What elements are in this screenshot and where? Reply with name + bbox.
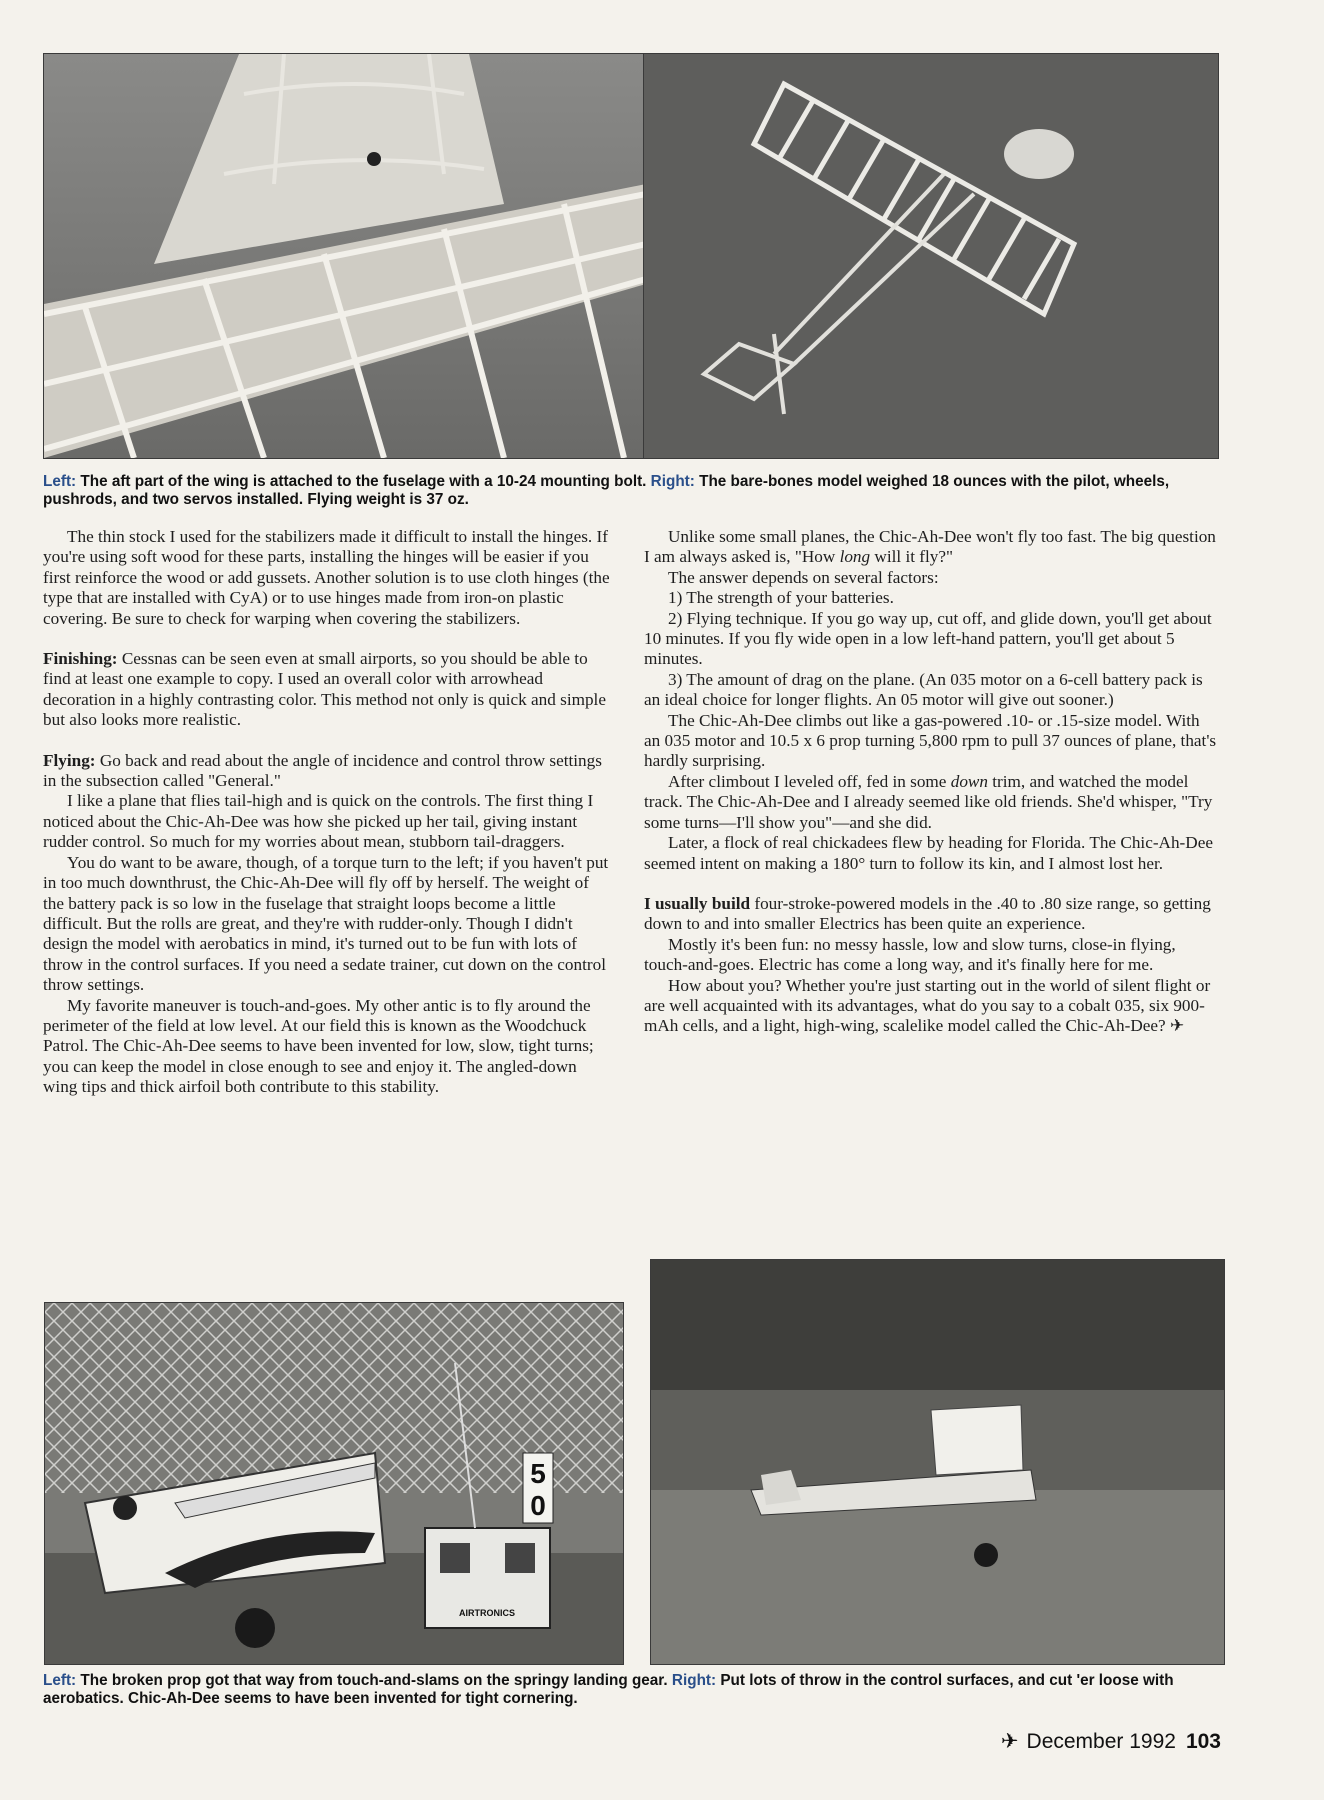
caption-right-label: Right: [650,473,695,490]
climbout-emphasis: down [950,771,988,791]
caption-right-text: Put lots of throw in the control surfaces, and cut 'er loose with aerobatics. Chic-Ah-Dee seems to have been invented for tight cornering. [43,1672,1174,1707]
paragraph-factors: The answer depends on several factors: [668,567,939,587]
paragraph-factor-1: 1) The strength of your batteries. [668,588,894,608]
left-text-column [43,527,613,1098]
model-in-flight-image [651,1260,1224,1664]
how-long-text-1: Unlike some small planes, the Chic-Ah-Dee won't fly too fast. The big question I am always asked is, "How [644,527,1216,567]
caption-left-label: Left: [43,473,77,490]
caption-left-text: The aft part of the wing is attached to the fuselage with a 10-24 mounting bolt. [76,473,651,490]
paragraph-climbout [644,772,1219,833]
paragraph-tail-high: I like a plane that flies tail-high and is quick on the controls. The first thing I noticed about the Chic-Ah-Dee was how she picked up her tail, giving instant rudder control. So much for my worries about mean, stubborn tail-draggers. [43,791,594,852]
photo-model-with-transmitter [44,1302,624,1665]
photo-wing-structure [43,53,647,459]
page-number: 103 [1185,1730,1221,1753]
caption-right-label: Right: [671,1672,717,1689]
paragraph-factor-3: 3) The amount of drag on the plane. (An 035 motor on a 6-cell battery pack is an ideal choice for longer flights. An 05 motor will give out sooner.) [644,669,1203,710]
photo-bare-bones-model [643,53,1219,459]
paragraph-chickadees: Later, a flock of real chickadees flew by heading for Florida. The Chic-Ah-Dee seemed intent on making a 180° turn to follow its kin, and I almost lost her. [644,833,1213,873]
paragraph-climbs-out: The Chic-Ah-Dee climbs out like a gas-powered .10- or .15-size model. With an 035 motor and 10.5 x 6 prop turning 5,800 rpm to pull 37 ounces of plane, that's hardly surprising. [644,710,1217,771]
caption-left-text: The broken prop got that way from touch-and-slams on the springy landing gear. [76,1672,672,1689]
usually-build-text: four-stroke-powered models in the .40 to .80 size range, so getting down to and into smaller Electrics has been quite an experience. [644,893,1211,934]
paragraph-favorite-maneuver: My favorite maneuver is touch-and-goes. My other antic is to fly around the perimeter of the field at low level. At our field this is known as the Woodchuck Patrol. The Chic-Ah-Dee seems to have been invented for low, slow, tight turns; you can keep the model in close enough to see and enjoy it. The angled-down wing tips and thick airfoil both contribute to this stability. [43,995,594,1097]
photo-model-in-flight [650,1259,1225,1665]
wing-structure-image [44,54,646,458]
heading-usually-build: I usually build [644,893,751,913]
transmitter-brand-label: AIRTRONICS [459,1608,515,1618]
bottom-photo-caption [43,1672,1223,1708]
paragraph-how-long [644,527,1219,568]
how-about-you-text: How about you? Whether you're just starting out in the world of silent flight or are well acquainted with its advantages, what do you say to a cobalt 035, six 900-mAh cells, and a light, high-wing, scalelike model called the Chic-Ah-Dee? [644,975,1211,1036]
heading-flying: Flying: [43,750,96,770]
sign-number-bottom: 0 [530,1490,546,1521]
flying-text: Go back and read about the angle of incidence and control throw settings in the subsection called "General." [43,750,602,791]
page-footer [1001,1729,1221,1754]
paragraph-finishing [43,649,613,731]
caption-left-label: Left: [43,1672,77,1689]
paragraph-stabilizers: The thin stock I used for the stabilizers made it difficult to install the hinges. If you're using soft wood for these parts, installing the hinges will be easier if you first reinforce the wood or add gussets. Another solution is to use cloth hinges (the type that are installed with CyA) or to use hinges made from iron-on plastic covering. Be sure to check for warping when covering the stabilizers. [43,527,610,628]
model-with-transmitter-image [45,1303,623,1664]
paragraph-usually-build [644,894,1219,935]
airplane-icon: ✈ [1000,1730,1019,1753]
right-text-column [644,527,1219,1037]
climbout-text-1: After climbout I leveled off, fed in some [668,771,951,791]
paragraph-factor-2: 2) Flying technique. If you go way up, cut off, and glide down, you'll get about 10 minutes. If you fly wide open in a low left-hand pattern, you'll get about 5 minutes. [644,608,1212,669]
paragraph-torque-turn: You do want to be aware, though, of a torque turn to the left; if you haven't put in too much downthrust, the Chic-Ah-Dee will fly off by herself. The weight of the battery pack is so low in the fuselage that straight loops become a little difficult. But the rolls are great, and they're with rudder-only. Though I didn't design the model with aerobatics in mind, it's turned out to be fun with lots of throw in the control surfaces. If you need a sedate trainer, cut down on the control throw settings. [43,852,609,995]
paragraph-how-about-you [644,976,1219,1037]
heading-finishing: Finishing: [43,649,118,669]
finishing-text: Cessnas can be seen even at small airports, so you should be able to find at least one example to copy. I used an overall color with arrowhead decoration in a highly contrasting color. This method not only is quick and simple but also looks more realistic. [43,649,606,730]
paragraph-flying [43,751,613,792]
how-long-text-2: will it fly?" [870,547,954,567]
caption-right-text: The bare-bones model weighed 18 ounces with the pilot, wheels, pushrods, and two servos installed. Flying weight is 37 oz. [43,473,1170,508]
footer-date: December 1992 [1026,1730,1176,1753]
bare-bones-model-image [644,54,1218,458]
top-photo-caption [43,473,1223,509]
end-mark-icon: ✈ [1169,1016,1185,1036]
paragraph-mostly-fun: Mostly it's been fun: no messy hassle, low and slow turns, close-in flying, touch-and-goes. Electric has come a long way, and it's finally here for me. [644,934,1176,975]
how-long-emphasis: long [839,547,871,567]
climbout-text-2: trim, and watched the model track. The Chic-Ah-Dee and I already seemed like old friends. She'd whisper, "Try some turns—I'll show you"—and she did. [644,771,1213,832]
sign-number-top: 5 [530,1458,546,1489]
